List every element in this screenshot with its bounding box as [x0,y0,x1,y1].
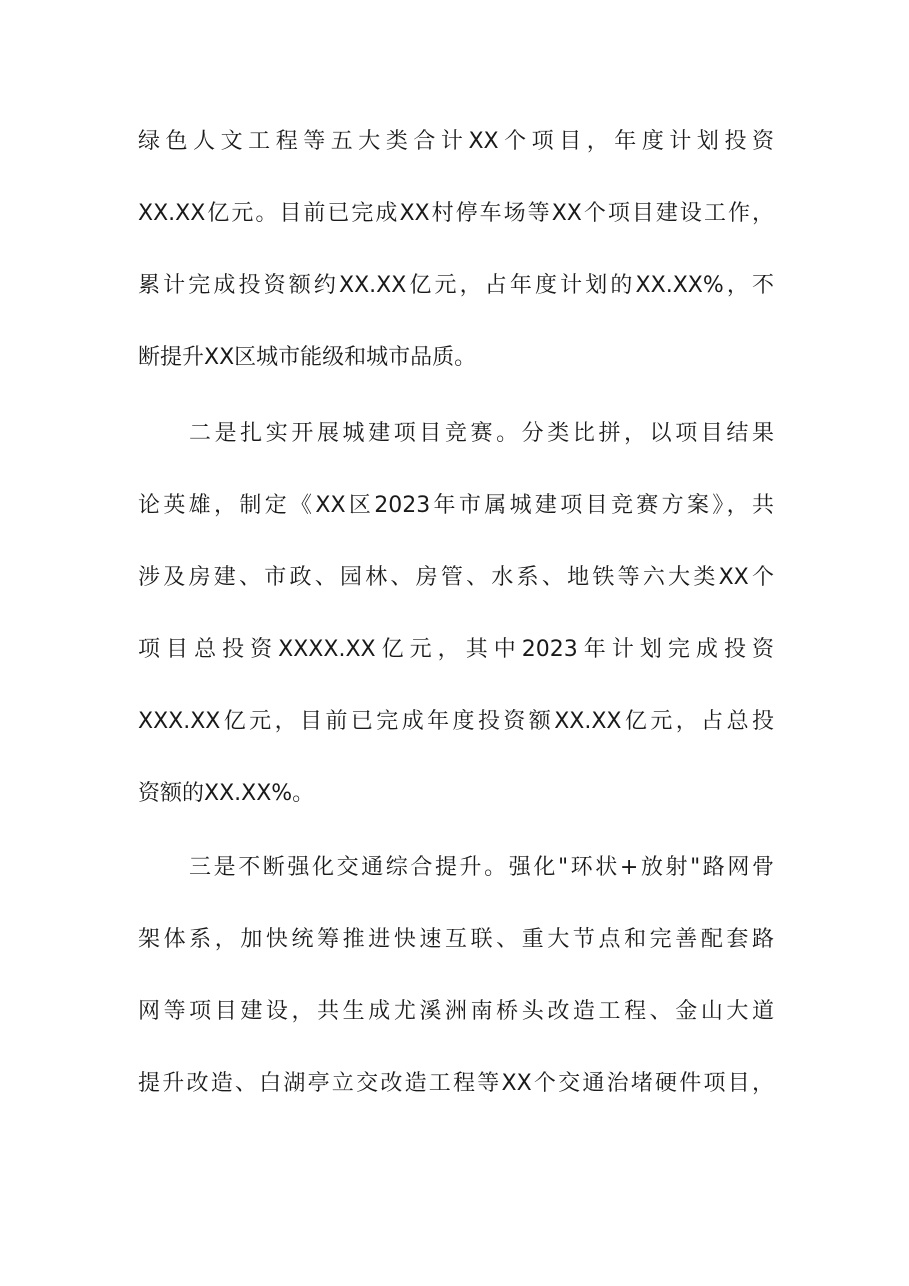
paragraph-1-line-1: 绿色人文工程等五大类合计XX个项目，年度计划投资 [138,129,774,154]
paragraph-1-line-2: XX.XX亿元。目前已完成XX村停车场等XX个项目建设工作， [138,201,774,226]
paragraph-2-line-1: 二是扎实开展城建项目竞赛。分类比拼，以项目结果 [189,421,774,446]
paragraph-1-line-4: 断提升XX区城市能级和城市品质。 [138,345,477,370]
paragraph-3-line-2: 架体系，加快统筹推进快速互联、重大节点和完善配套路 [138,927,774,952]
paragraph-1-line-3: 累计完成投资额约XX.XX亿元，占年度计划的XX.XX%，不 [138,273,774,298]
paragraph-3-line-3: 网等项目建设，共生成尤溪洲南桥头改造工程、金山大道 [138,999,774,1024]
paragraph-2-line-4: 项目总投资XXXX.XX亿元，其中2023年计划完成投资 [138,637,774,662]
paragraph-2-line-5: XXX.XX亿元，目前已完成年度投资额XX.XX亿元，占总投 [138,709,774,734]
paragraph-3-line-1: 三是不断强化交通综合提升。强化"环状+放射"路网骨 [189,855,774,880]
paragraph-2-line-3: 涉及房建、市政、园林、房管、水系、地铁等六大类XX个 [138,565,774,590]
paragraph-3-line-4: 提升改造、白湖亭立交改造工程等XX个交通治堵硬件项目， [138,1071,774,1096]
paragraph-2-line-6: 资额的XX.XX%。 [138,781,315,806]
paragraph-2-line-2: 论英雄，制定《XX区2023年市属城建项目竞赛方案》，共 [138,493,774,518]
